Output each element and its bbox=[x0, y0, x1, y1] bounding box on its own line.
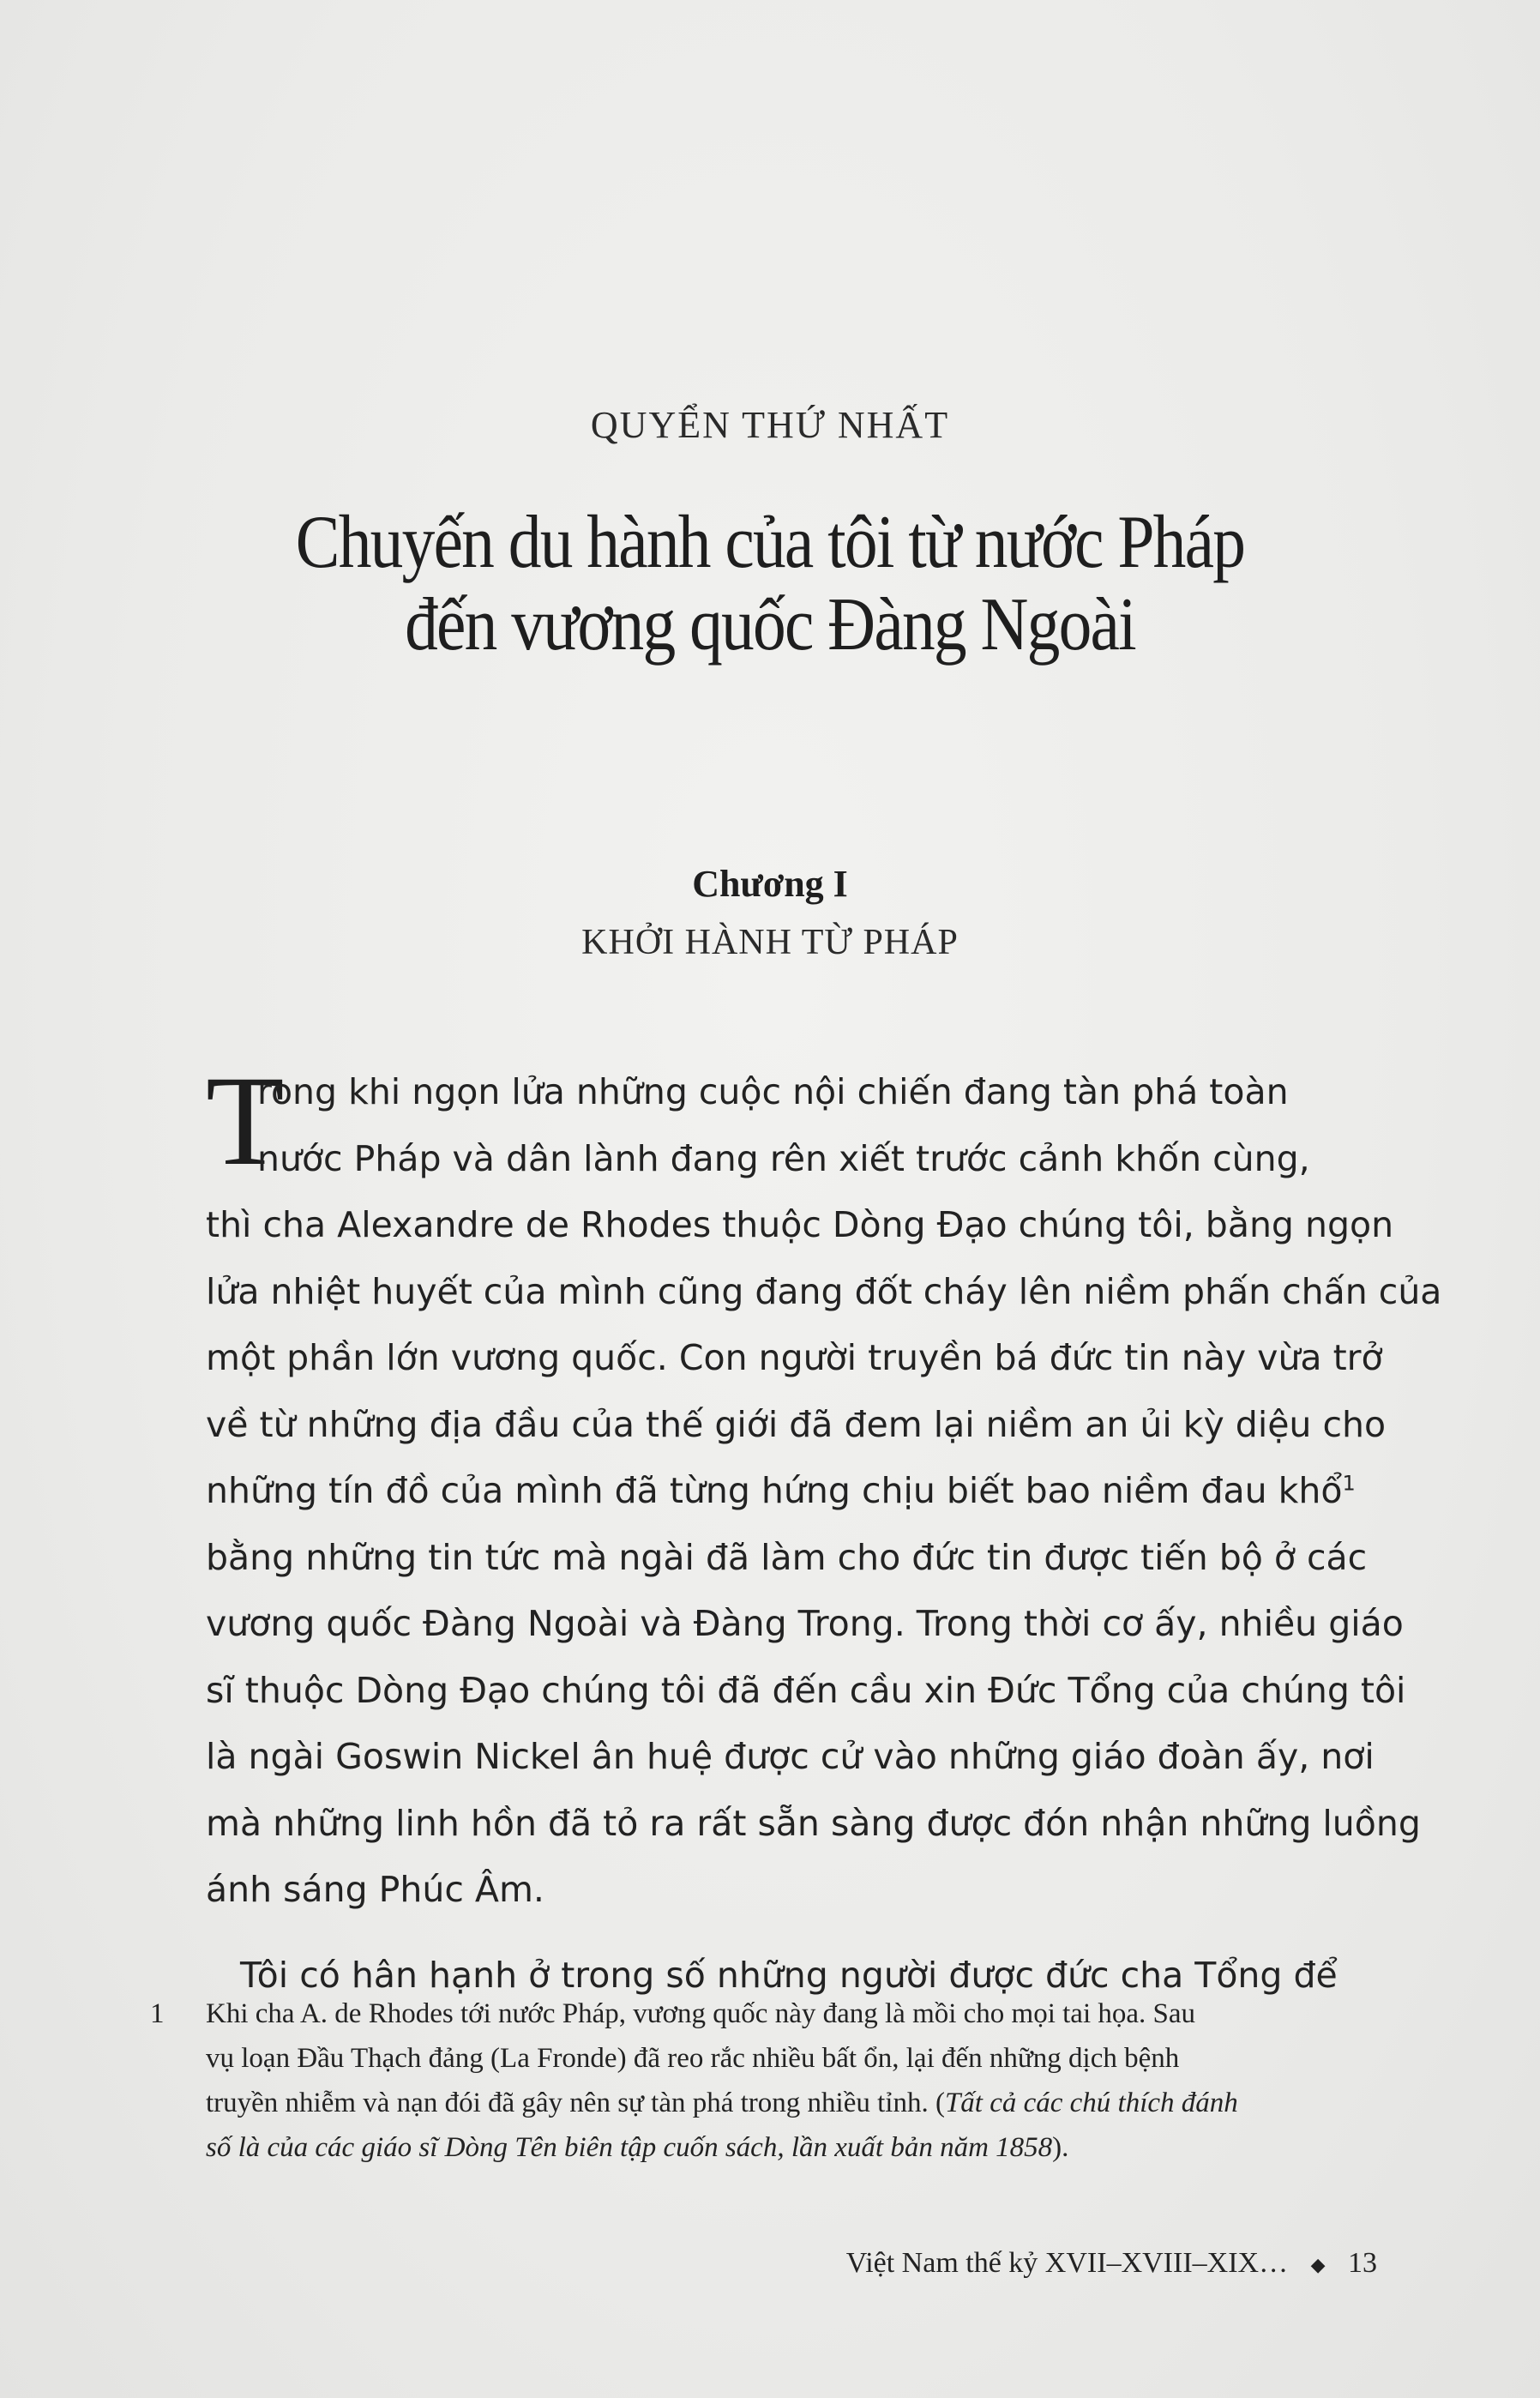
paragraph-line: thì cha Alexandre de Rhodes thuộc Dòng Đạo chúng tôi, bằng ngọn bbox=[206, 1204, 1394, 1245]
footnote-line: Khi cha A. de Rhodes tới nước Pháp, vương quốc này đang là mồi cho mọi tai họa. Sau bbox=[206, 1998, 1196, 2029]
footnote-italic-text: Tất cả các chú thích đánh bbox=[944, 2088, 1238, 2118]
body-text bbox=[206, 1050, 1442, 2009]
running-title: Việt Nam thế kỷ XVII–XVIII–XIX… bbox=[845, 2247, 1289, 2279]
footnote-number: 1 bbox=[150, 1998, 165, 2029]
chapter-title bbox=[93, 502, 1447, 666]
drop-cap: T bbox=[206, 1050, 285, 1192]
paragraph-line: về từ những địa đầu của thế giới đã đem lại niềm an ủi kỳ diệu cho bbox=[206, 1403, 1387, 1445]
paragraph-line-with-note bbox=[206, 1458, 1355, 1525]
paragraph-line: mà những linh hồn đã tỏ ra rất sẵn sàng được đón nhận những luồng bbox=[206, 1802, 1421, 1844]
paragraph-line: nước Pháp và dân lành đang rên xiết trước cảnh khốn cùng, bbox=[257, 1137, 1310, 1179]
footnotes bbox=[150, 1991, 1372, 2170]
page-number: 13 bbox=[1348, 2247, 1377, 2279]
chapter-title-line-2: đến vương quốc Đàng Ngoài bbox=[405, 583, 1135, 666]
chapter-subtitle: KHỞI HÀNH TỪ PHÁP bbox=[581, 923, 959, 962]
paragraph-line: ánh sáng Phúc Âm. bbox=[206, 1869, 544, 1910]
paragraph-1 bbox=[206, 1050, 1442, 1924]
paragraph-line: lửa nhiệt huyết của mình cũng đang đốt cháy lên niềm phấn chấn của bbox=[206, 1270, 1442, 1312]
footnote-line bbox=[206, 2125, 1372, 2170]
footnote-line-text: truyền nhiễm và nạn đói đã gây nên sự tàn phá trong nhiều tỉnh. ( bbox=[206, 2088, 945, 2118]
footnote-reference[interactable]: 1 bbox=[1342, 1471, 1356, 1496]
paragraph-line: vương quốc Đàng Ngoài và Đàng Trong. Trong thời cơ ấy, nhiều giáo bbox=[206, 1603, 1404, 1644]
footnote-line-end: ). bbox=[1052, 2132, 1069, 2163]
paragraph-line: một phần lớn vương quốc. Con người truyền bá đức tin này vừa trở bbox=[206, 1337, 1383, 1378]
paragraph-line-text: những tín đồ của mình đã từng hứng chịu biết bao niềm đau khổ bbox=[206, 1470, 1343, 1511]
footnote-text bbox=[150, 1991, 1372, 2170]
footnote-italic-text: số là của các giáo sĩ Dòng Tên biên tập cuốn sách, lần xuất bản năm 1858 bbox=[206, 2132, 1053, 2163]
chapter-number: Chương I bbox=[692, 863, 848, 905]
chapter-title-line-1: Chuyến du hành của tôi từ nước Pháp bbox=[295, 501, 1245, 584]
paragraph-line: sĩ thuộc Dòng Đạo chúng tôi đã đến cầu xin Đức Tổng của chúng tôi bbox=[206, 1669, 1406, 1711]
page-footer bbox=[846, 2247, 1377, 2280]
footer-bullet-icon: ◆ bbox=[1310, 2254, 1326, 2276]
paragraph-line: là ngài Goswin Nickel ân huệ được cử vào những giáo đoàn ấy, nơi bbox=[206, 1736, 1375, 1777]
paragraph-line: bằng những tin tức mà ngài đã làm cho đức tin được tiến bộ ở các bbox=[206, 1536, 1368, 1578]
paragraph-line: rong khi ngọn lửa những cuộc nội chiến đang tàn phá toàn bbox=[257, 1071, 1289, 1112]
footnote-line: vụ loạn Đầu Thạch đảng (La Fronde) đã reo rắc nhiều bất ổn, lại đến những dịch bệnh bbox=[206, 2043, 1180, 2074]
footnote-line bbox=[206, 2081, 1372, 2125]
book-title: QUYỂN THỨ NHẤT bbox=[590, 404, 950, 446]
paragraph-line: Tôi có hân hạnh ở trong số những người được đức cha Tổng để bbox=[240, 1954, 1338, 1996]
